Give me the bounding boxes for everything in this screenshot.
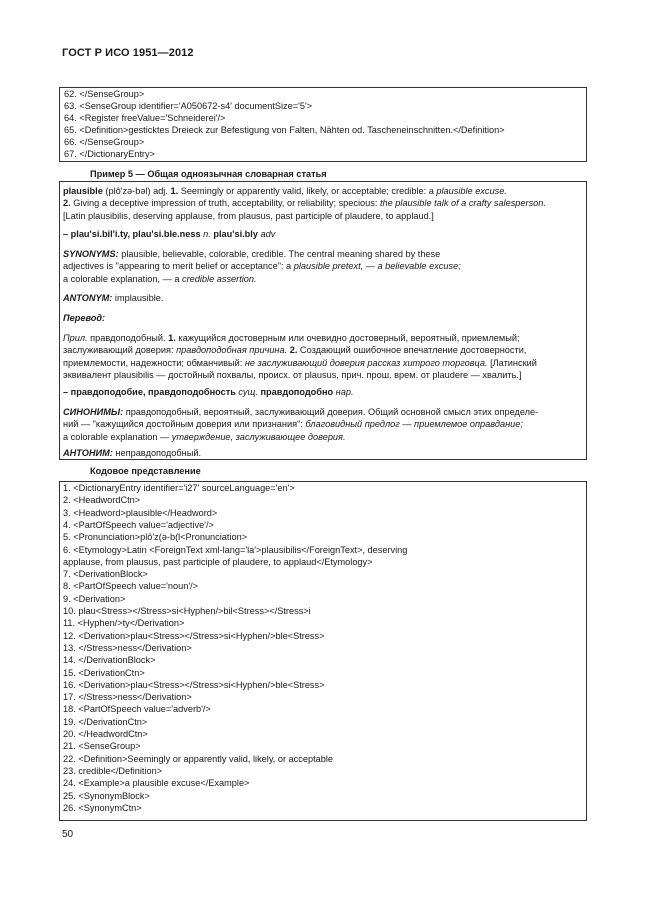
synonyms-text: a colorable explanation, — a [63, 273, 183, 284]
synonyms-text: adjectives is "appearing to merit belief or acceptance": a [63, 261, 294, 272]
code-line: 2. <HeadwordCtn> [63, 495, 141, 506]
pronunciation: (plô'zǝ-bǝl) adj. [102, 186, 171, 196]
sense-text: Giving a deceptive impression of truth, acceptability, or reliability; specious: [70, 198, 380, 209]
derivation-forms: plau'si.bly [213, 229, 258, 239]
translation-text: правдоподобный. [87, 333, 169, 343]
synonyms-text: ний — "кажущийся достойным доверия или признания": [63, 419, 306, 430]
code-line: 17. </Stress>ness</Derivation> [63, 692, 192, 703]
code-caption: Кодовое представление [90, 466, 201, 476]
code-line: applause, from plausus, past participle of plaudere, to applaud</Etymology> [63, 556, 373, 567]
synonyms-example: credible assertion. [182, 273, 257, 284]
translation-example: не заслуживающий доверия рассказ хитрого торговца. [244, 357, 488, 368]
code-line: 63. <SenseGroup identifier='A050672-s4' documentSize='5'> [64, 101, 313, 111]
code-line: 62. </SenseGroup> [64, 89, 145, 99]
translation-definition [63, 332, 582, 381]
code-line: 11. <Hyphen/>ty</Derivation> [63, 618, 185, 629]
synonyms-text: — [363, 261, 378, 272]
headword: plausible [63, 186, 103, 196]
code-line: 23. credible</Definition> [63, 765, 163, 776]
code-line: 14. </DerivationBlock> [63, 655, 156, 666]
code-line: 67. </DictionaryEntry> [64, 149, 155, 159]
code-line: 13. </Stress>ness</Derivation> [63, 642, 192, 653]
synonyms-text: plausible, believable, colorable, credible. The central meaning shared by these [118, 249, 441, 259]
translation-text: [Латинский [487, 357, 537, 368]
code-line: 15. <DerivationCtn> [63, 667, 145, 678]
sense-number: 2. [287, 345, 298, 356]
example-caption: Пример 5 — Общая одноязычная словарная статья [90, 169, 327, 179]
page-header: ГОСТ Р ИСО 1951—2012 [62, 47, 194, 59]
code-line: 64. <Register freeValue='Schneiderei'/> [64, 113, 226, 123]
translation-heading [63, 312, 582, 324]
code-block-continuation [59, 87, 587, 162]
code-line: 4. <PartOfSpeech value='adjective'/> [63, 519, 214, 530]
derivation-forms: – plau'si.bil'i.ty, plau'si.ble.ness [63, 229, 201, 239]
sense-number: 1. [168, 333, 176, 343]
translation-antonym [63, 447, 582, 459]
synonyms-text: a colorable explanation — [63, 431, 172, 442]
antonym [63, 292, 582, 304]
antonym-label: АНТОНИМ: [63, 448, 113, 458]
derivation-pos: нар. [333, 387, 354, 397]
code-line: 9. <Derivation> [63, 593, 126, 604]
code-line: 6. <Etymology>Latin <ForeignText xml-lang='la'>plausibilis</ForeignText>, deserving [63, 544, 408, 555]
code-representation-box [59, 481, 587, 821]
code-line: 24. <Example>a plausible excuse</Example> [63, 778, 250, 789]
code-line: 20. </HeadwordCtn> [63, 729, 148, 739]
translation-text: эквивалент plausibilis — достойный похвалы, происх. от plausus, прич. прош. врем. от plaudere — хвалить.] [63, 369, 522, 380]
page-number: 50 [62, 829, 74, 840]
synonyms-text: правдоподобный, вероятный, заслуживающий доверия. Общий основной смысл этих определе- [123, 407, 539, 417]
sense-number: 2. [63, 198, 71, 209]
code-line: 25. <SynonymBlock> [63, 790, 150, 801]
dictionary-entry-box [59, 181, 587, 460]
translation-text: Создающий ошибочное впечатление достоверности, [297, 345, 527, 356]
sense-example: the plausible talk of a crafty salesperson. [379, 198, 546, 209]
code-line: 8. <PartOfSpeech value='noun'/> [63, 581, 199, 592]
synonyms [63, 248, 582, 285]
synonyms-label: SYNONYMS: [63, 249, 119, 259]
code-line: 3. <Headword>plausible</Headword> [63, 507, 218, 518]
sense-number: 1. [170, 186, 179, 196]
translation-label: Перевод: [63, 313, 106, 323]
antonym-text: неправдоподобный. [112, 448, 202, 458]
code-line: 18. <PartOfSpeech value='adverb'/> [63, 704, 211, 715]
translation-text: приемлемости, надежности; обманчивый: [63, 357, 245, 368]
derivations [63, 228, 582, 240]
antonym-text: implausible. [112, 293, 164, 303]
synonyms-example: plausible pretext, [293, 261, 364, 272]
translation-text: кажущийся достоверным или очевидно достоверный, вероятный, приемлемый; [175, 333, 520, 343]
code-line: 5. <Pronunciation>plô'z(ǝ-b(l<Pronunciation> [63, 532, 248, 543]
sense-text: Seemingly or apparently valid, likely, or acceptable; credible: a [178, 186, 437, 196]
translation-pos: Прил. [63, 333, 88, 343]
derivation-forms: правдоподобно [260, 387, 334, 397]
code-line: 7. <DerivationBlock> [63, 569, 148, 580]
synonyms-example: a believable excuse; [377, 261, 461, 272]
derivation-forms: – правдоподобие, правдоподобность [63, 387, 236, 397]
code-line: 66. </SenseGroup> [64, 137, 145, 147]
antonym-label: ANTONYM: [63, 293, 113, 303]
translation-text: заслуживающий доверия: [63, 345, 177, 356]
code-line: 12. <Derivation>plau<Stress></Stress>si<Hyphen/>ble<Stress> [63, 630, 325, 641]
code-line: 65. <Definition>gesticktes Dreieck zur Befestigung von Falten, Nähten od. Tascheneinschnitten.</Definition> [64, 125, 505, 135]
code-line: 16. <Derivation>plau<Stress></Stress>si<Hyphen/>ble<Stress> [63, 679, 325, 690]
code-line: 21. <SenseGroup> [63, 741, 141, 752]
translation-example: правдоподобная причина. [176, 345, 288, 356]
derivation-pos: n. [200, 229, 214, 239]
synonyms-example: благовидный предлог — приемлемое оправдание; [305, 419, 523, 430]
etymology: [Latin plausibilis, deserving applause, from plausus, past participle of plaudere, to applaud.] [63, 210, 434, 221]
code-line: 10. plau<Stress></Stress>si<Hyphen/>bil<Stress></Stress>i [63, 606, 311, 616]
derivation-pos: сущ. [235, 387, 261, 397]
entry-definition [63, 185, 582, 222]
code-line: 1. <DictionaryEntry identifier='i27' sourceLanguage='en'> [63, 483, 295, 493]
code-line: 19. </DerivationCtn> [63, 716, 148, 727]
translation-derivations [63, 386, 582, 398]
synonyms-label: СИНОНИМЫ: [63, 407, 124, 417]
synonyms-example: утверждение, заслуживающее доверия. [171, 431, 346, 442]
sense-example: plausible excuse. [436, 186, 507, 196]
translation-synonyms [63, 406, 582, 443]
code-line: 22. <Definition>Seemingly or apparently valid, likely, or acceptable [63, 753, 333, 764]
derivation-pos: adv [257, 229, 276, 239]
code-line: 26. <SynonymCtn> [63, 802, 142, 813]
